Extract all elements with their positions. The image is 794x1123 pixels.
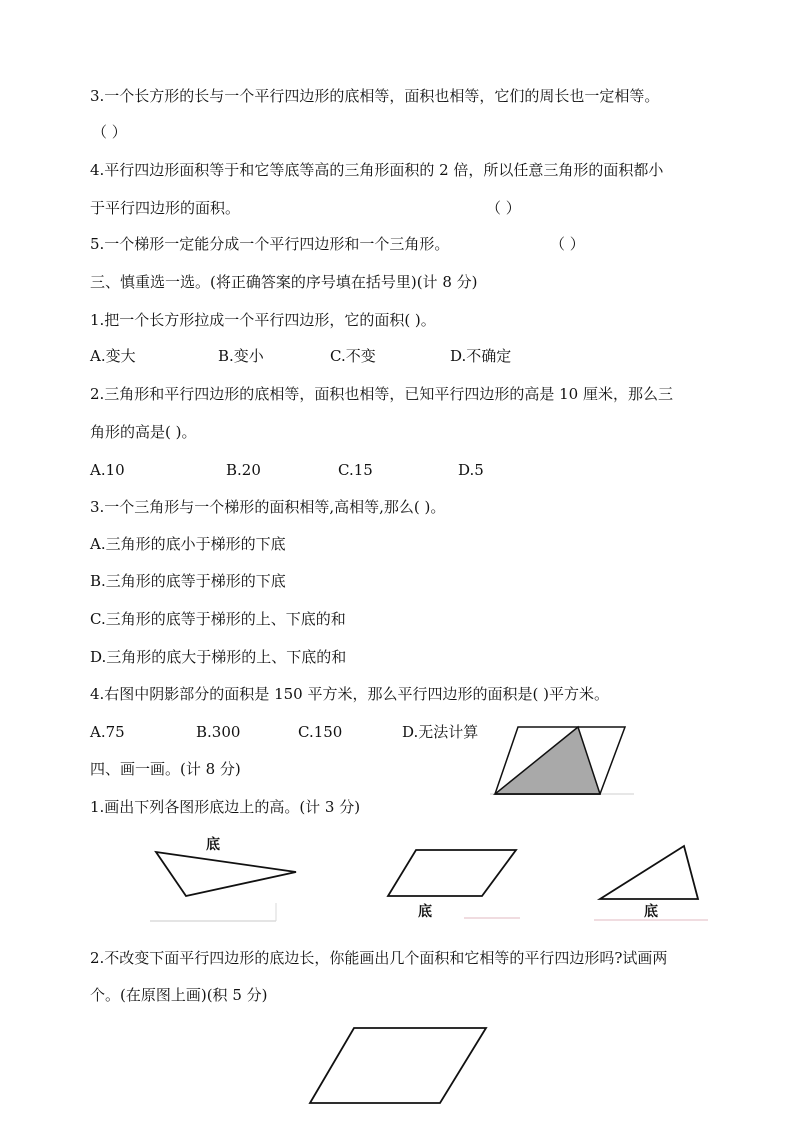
choice-q1-option-c[interactable]: C.不变 — [330, 347, 376, 365]
parallelogram-figure-2 — [384, 850, 524, 920]
parallelogram-2-base-label: 底 — [418, 904, 432, 920]
choice-q2-option-b[interactable]: B.20 — [226, 461, 261, 479]
choice-q3-text: 3.一个三角形与一个梯形的面积相等,高相等,那么( )。 — [90, 498, 446, 516]
section4-heading: 四、画一画。(计 8 分) — [90, 760, 241, 778]
choice-q4-option-b[interactable]: B.300 — [196, 723, 241, 741]
choice-q1-text: 1.把一个长方形拉成一个平行四边形，它的面积( )。 — [90, 311, 436, 329]
triangle-3-base-label: 底 — [644, 904, 658, 920]
section3-heading: 三、慎重选一选。(将正确答案的序号填在括号里)(计 8 分) — [90, 273, 478, 291]
shaded-triangle — [495, 727, 600, 794]
choice-q3-option-b[interactable]: B.三角形的底等于梯形的下底 — [90, 572, 286, 590]
draw-q2-text-2: 个。(在原图上画)(积 5 分) — [90, 986, 268, 1004]
choice-q2-option-a[interactable]: A.10 — [90, 461, 125, 479]
choice-q1-option-d[interactable]: D.不确定 — [450, 347, 512, 365]
draw-q1-text: 1.画出下列各图形底边上的高。(计 3 分) — [90, 798, 361, 816]
choice-q1-option-a[interactable]: A.变大 — [90, 347, 136, 365]
parallelogram-2-outline — [388, 850, 516, 896]
choice-q3-option-c[interactable]: C.三角形的底等于梯形的上、下底的和 — [90, 610, 346, 628]
choice-q2-option-c[interactable]: C.15 — [338, 461, 373, 479]
triangle-1-outline — [156, 852, 296, 896]
judge-q3-text: 3.一个长方形的长与一个平行四边形的底相等，面积也相等，它们的周长也一定相等。 — [90, 87, 660, 105]
judge-q5-bracket[interactable]: （ ） — [550, 235, 585, 253]
judge-q4-text-2: 于平行四边形的面积。 — [90, 199, 241, 217]
choice-q2-text-2: 角形的高是( )。 — [90, 423, 197, 441]
large-parallelogram-figure — [306, 1026, 490, 1106]
choice-q4-option-a[interactable]: A.75 — [90, 723, 125, 741]
choice-q4-text: 4.右图中阴影部分的面积是 150 平方米，那么平行四边形的面积是( )平方米。 — [90, 685, 609, 703]
choice-q2-option-d[interactable]: D.5 — [458, 461, 484, 479]
triangle-1-base-label: 底 — [206, 837, 220, 853]
choice-q4-option-d[interactable]: D.无法计算 — [402, 723, 479, 741]
choice-q3-option-a[interactable]: A.三角形的底小于梯形的下底 — [90, 535, 286, 553]
judge-q4-text-1: 4.平行四边形面积等于和它等底等高的三角形面积的 2 倍，所以任意三角形的面积都小 — [90, 161, 664, 179]
judge-q5-text: 5.一个梯形一定能分成一个平行四边形和一个三角形。 — [90, 235, 450, 253]
large-parallelogram-outline[interactable] — [310, 1028, 486, 1103]
triangle-figure-1 — [148, 840, 308, 925]
triangle-3-outline — [600, 846, 698, 899]
shaded-parallelogram-figure — [488, 722, 638, 800]
judge-q4-bracket[interactable]: （ ） — [486, 199, 521, 217]
choice-q4-option-c[interactable]: C.150 — [298, 723, 343, 741]
choice-q3-option-d[interactable]: D.三角形的底大于梯形的上、下底的和 — [90, 648, 347, 666]
judge-q3-bracket[interactable]: （ ） — [92, 123, 127, 141]
draw-q2-text-1: 2.不改变下面平行四边形的底边长，你能画出几个面积和它相等的平行四边形吗?试画两 — [90, 949, 668, 967]
choice-q1-option-b[interactable]: B.变小 — [218, 347, 264, 365]
choice-q2-text-1: 2.三角形和平行四边形的底相等，面积也相等，已知平行四边形的高是 10 厘米，那么三 — [90, 385, 673, 403]
